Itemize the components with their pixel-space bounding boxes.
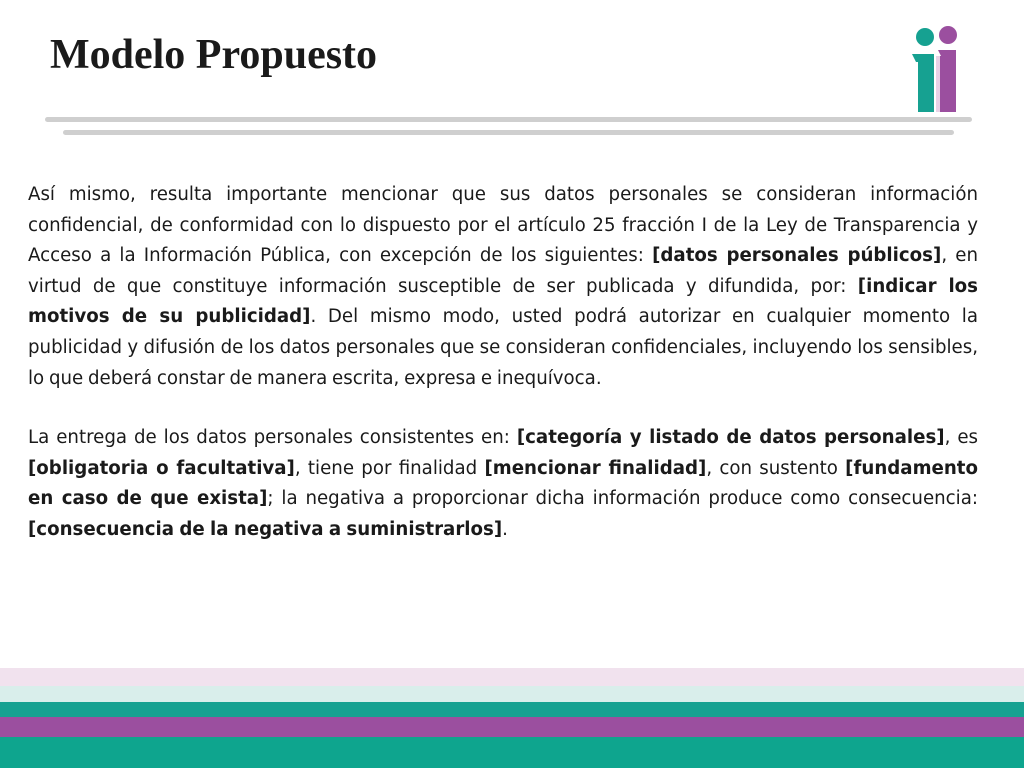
text-segment: , tiene por finalidad (294, 457, 485, 479)
footer-band-light-teal (0, 686, 1024, 702)
text-segment: , en virtud de que constituye información susceptible de ser publicada y difundida, por: (28, 245, 978, 297)
title-divider-top (45, 117, 972, 122)
text-segment: La entrega de los datos personales consistentes en: (28, 427, 517, 449)
placeholder-mandatory-optional: [obligatoria o facultativa] (28, 457, 295, 479)
text-segment: , con sustento (706, 457, 846, 479)
placeholder-publicity-reasons: [indicar los motivos de su publicidad] (28, 275, 978, 328)
footer-band-purple (0, 717, 1024, 737)
text-segment: ; la negativa a proporcionar dicha información produce como consecuencia: (267, 488, 978, 510)
footer-band-teal (0, 702, 1024, 717)
text-segment: , es (944, 427, 978, 449)
slide-body (28, 180, 978, 546)
institution-logo-icon (910, 26, 962, 114)
title-divider-bottom (63, 130, 954, 135)
placeholder-legal-basis: [fundamento en caso de que exista] (28, 457, 978, 510)
footer-band-pink (0, 668, 1024, 686)
footer-band-teal-bottom (0, 737, 1024, 768)
text-segment: . (502, 518, 508, 540)
paragraph-confidential-info (28, 180, 978, 394)
placeholder-refusal-consequence: [consecuencia de la negativa a suministrarlos] (28, 518, 503, 540)
slide-title: Modelo Propuesto (50, 32, 378, 78)
placeholder-purpose: [mencionar finalidad] (484, 457, 707, 479)
placeholder-data-category: [categoría y listado de datos personales] (516, 427, 945, 449)
paragraph-data-delivery (28, 423, 978, 545)
text-segment: Así mismo, resulta importante mencionar que sus datos personales se consideran información confidencial, de conformidad con lo dispuesto por el artículo 25 fracción I de la Ley de Transparencia y Acceso a la Información Pública, con excepción de los siguientes: (28, 184, 978, 267)
text-segment: . Del mismo modo, usted podrá autorizar en cualquier momento la publicidad y difusión de los datos personales que se consideran confidenciales, incluyendo los sensibles, lo que deberá constar de manera escrita, expresa e inequívoca. (28, 306, 978, 389)
placeholder-public-data: [datos personales públicos] (652, 245, 942, 267)
